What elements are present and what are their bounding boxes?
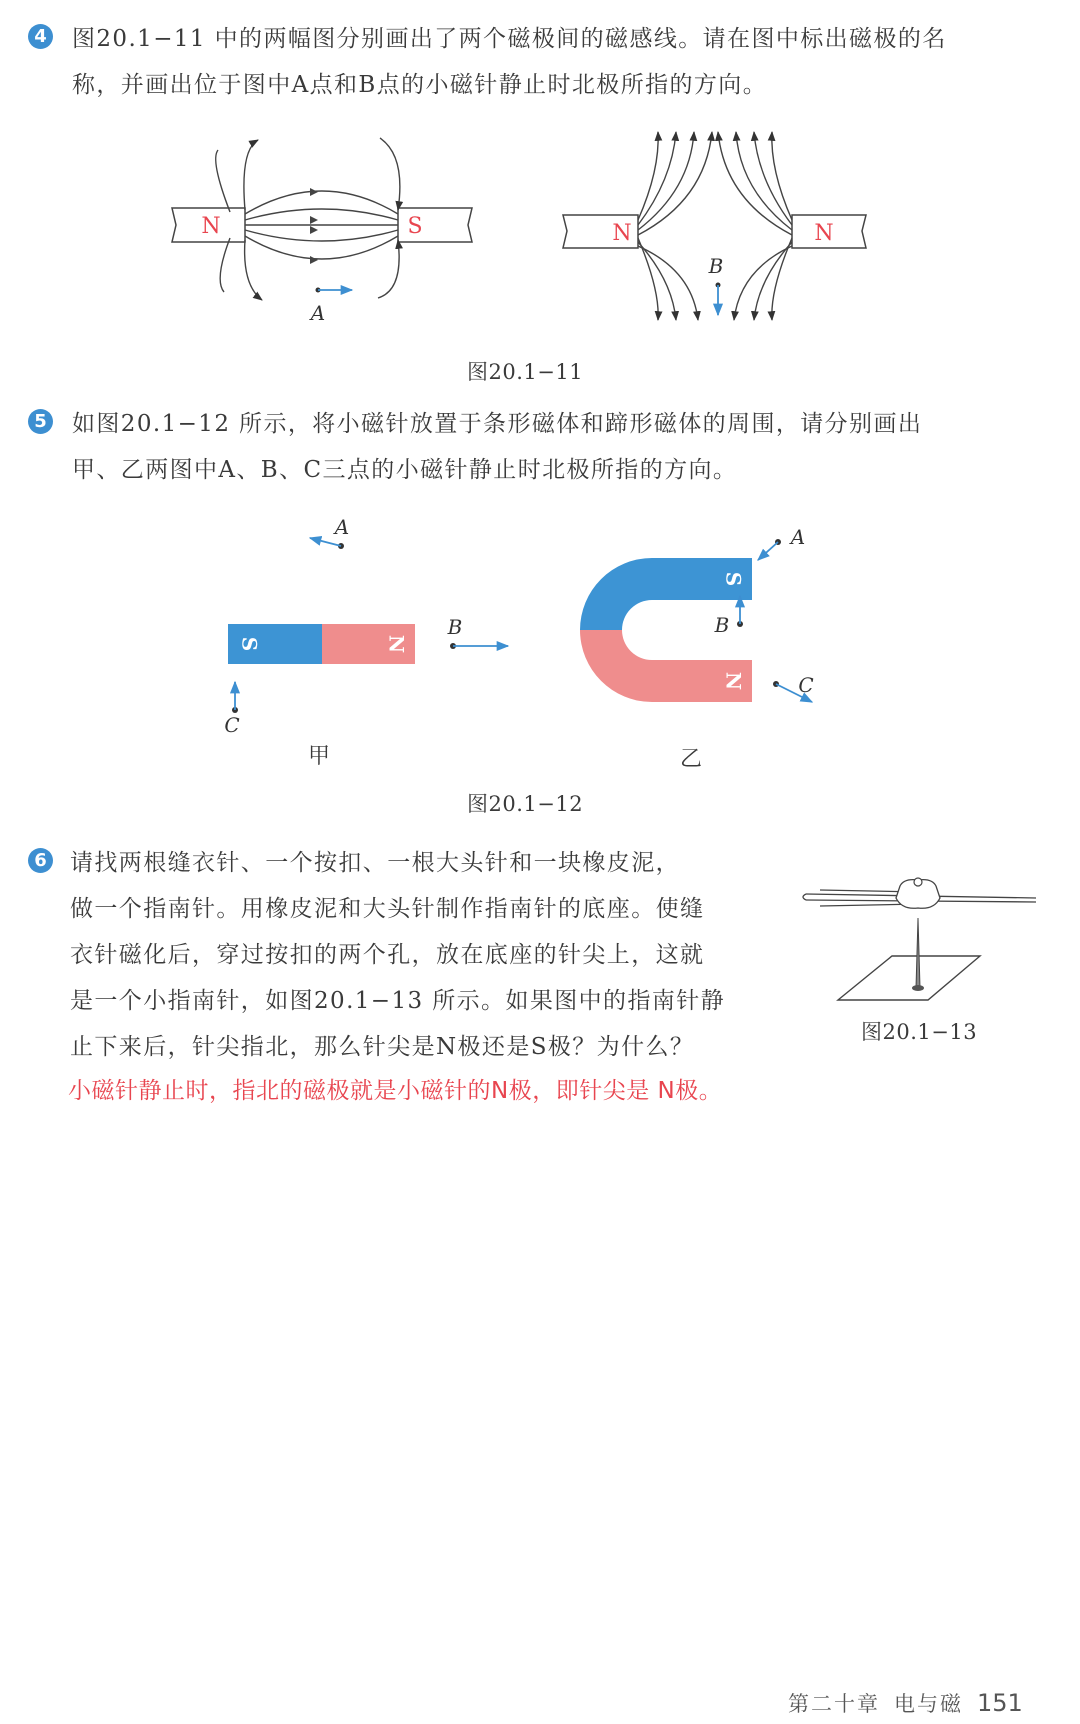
point-label: B (708, 254, 724, 278)
compass-illustration (800, 868, 1040, 1008)
question-text (70, 840, 725, 1070)
question-text (72, 401, 922, 493)
point-label: B (714, 613, 730, 637)
point-label: C (798, 673, 814, 697)
point-label: C (224, 713, 240, 737)
point-label: A (790, 525, 806, 549)
question-number: 4 (28, 24, 53, 49)
pole-label: N (612, 221, 632, 246)
question-line: 衣针磁化后，穿过按扣的两个孔，放在底座的针尖上，这就 (70, 942, 705, 968)
question-number: 5 (28, 409, 53, 434)
figure-20-1-12 (0, 510, 1080, 750)
pole-label: S (407, 214, 423, 239)
figure-caption: 图20.1−13 (861, 1020, 978, 1044)
chapter-number: 第二十章 (788, 1692, 880, 1716)
answer-text: 小磁针静止时，指北的磁极就是小磁针的N极，即针尖是 N极。 (68, 1078, 723, 1104)
question-line: 请找两根缝衣针、一个按扣、一根大头针和一块橡皮泥， (70, 850, 680, 876)
pole-label: S (237, 636, 262, 652)
bar-magnet (224, 515, 508, 737)
needle-arrow-a (758, 542, 778, 560)
question-5 (28, 407, 1038, 507)
question-number: 6 (28, 848, 53, 873)
question-line: 止下来后，针尖指北，那么针尖是N极还是S极？为什么？ (70, 1034, 695, 1060)
chapter-title: 电与磁 (894, 1692, 963, 1716)
figure-sublabel: 甲 (308, 744, 331, 769)
figure-sublabel: 乙 (680, 747, 703, 772)
point-label: B (447, 615, 463, 639)
pole-label: N (721, 671, 746, 691)
question-line: 如图20.1−12 所示，将小磁针放置于条形磁体和蹄形磁体的周围，请分别画出 (72, 411, 923, 437)
point-label: A (334, 515, 350, 539)
figure-caption: 图20.1−11 (467, 360, 584, 384)
question-line: 是一个小指南针，如图20.1−13 所示。如果图中的指南针静 (70, 988, 726, 1014)
nn-magnet-figure (563, 132, 866, 320)
question-line: 做一个指南针。用橡皮泥和大头针制作指南针的底座。使缝 (70, 896, 705, 922)
figure-20-1-11 (0, 120, 1080, 340)
horseshoe-magnet (580, 525, 814, 702)
pole-label: N (384, 634, 409, 654)
question-text (72, 16, 947, 108)
pole-label: N (201, 214, 221, 239)
ns-magnet-figure (172, 138, 472, 325)
question-line: 甲、乙两图中A、B、C三点的小磁针静止时北极所指的方向。 (72, 457, 738, 483)
point-label: A (310, 301, 326, 325)
question-line: 称，并画出位于图中A点和B点的小磁针静止时北极所指的方向。 (72, 72, 768, 98)
needle-arrow-a (310, 538, 341, 546)
pole-label: N (814, 221, 834, 246)
figure-caption: 图20.1−12 (467, 792, 584, 816)
page-footer (788, 1688, 1037, 1718)
question-line: 图20.1−11 中的两幅图分别画出了两个磁极间的磁感线。请在图中标出磁极的名 (72, 26, 947, 52)
page-number: 151 (977, 1689, 1023, 1717)
pole-label: S (721, 571, 746, 587)
